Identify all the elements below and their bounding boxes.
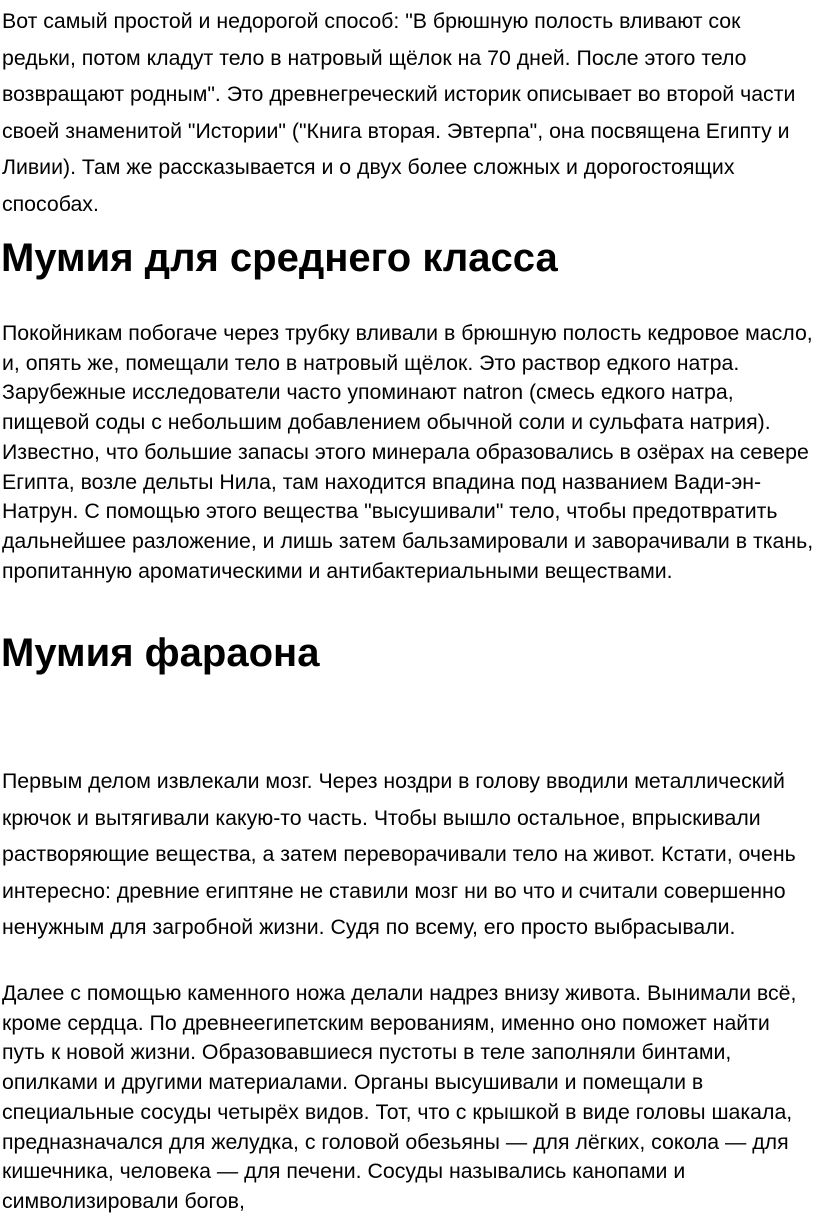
paragraph-organs-canopic: Далее с помощью каменного ножа делали надрез внизу живота. Вынимали всё, кроме сердца. По древнеегипетским верованиям, именно оно поможет найти путь к новой жизни. Образовавшиеся пустоты в теле заполняли бинтами, опилками и другими материалами. Органы высушивали и помещали в специальные сосуды четырёх видов. Тот, что с крышкой в виде головы шакала, предназначался для желудка, с головой обезьяны — для лёгких, сокола — для кишечника, человека — для печени. Сосуды назывались канопами и символизировали богов, [2,981,797,1213]
paragraph-intro: Вот самый простой и недорогой способ: "В брюшную полость вливают сок редьки, потом кладут тело в натровый щёлок на 70 дней. После этого тело возвращают родным". Это древнегреческий историк описывает во второй части своей знаменитой "Истории" ("Книга вторая. Эвтерпа", она посвящена Египту и Ливии). Там же рассказывается и о двух более сложных и дорогостоящих способах. [2,9,796,216]
heading-pharaoh-mummy: Мумия фараона [1,631,320,675]
paragraph-brain-removal: Первым делом извлекали мозг. Через ноздри в голову вводили металлический крючок и вытягивали какую-то часть. Чтобы вышло остальное, впрыскивали растворяющие вещества, а затем переворачивали тело на живот. Кстати, очень интересно: древние египтяне не ставили мозг ни во что и считали совершенно ненужным для загробной жизни. Судя по всему, его просто выбрасывали. [2,769,796,940]
heading-middle-class-mummy: Мумия для среднего класса [1,236,558,280]
paragraph-middle-class: Покойникам побогаче через трубку вливали в брюшную полость кедровое масло, и, опять же, помещали тело в натровый щёлок. Это раствор едкого натра. Зарубежные исследователи часто упоминают natron (смесь едкого натра, пищевой соды с небольшим добавлением обычной соли и сульфата натрия). Известно, что большие запасы этого минерала образовались в озёрах на севере Египта, возле дельты Нила, там находится впадина под названием Вади-эн-Натрун. С помощью этого вещества "высушивали" тело, чтобы предотвратить дальнейшее разложение, и лишь затем бальзамировали и заворачивали в ткань, пропитанную ароматическими и антибактериальными веществами. [2,321,814,583]
